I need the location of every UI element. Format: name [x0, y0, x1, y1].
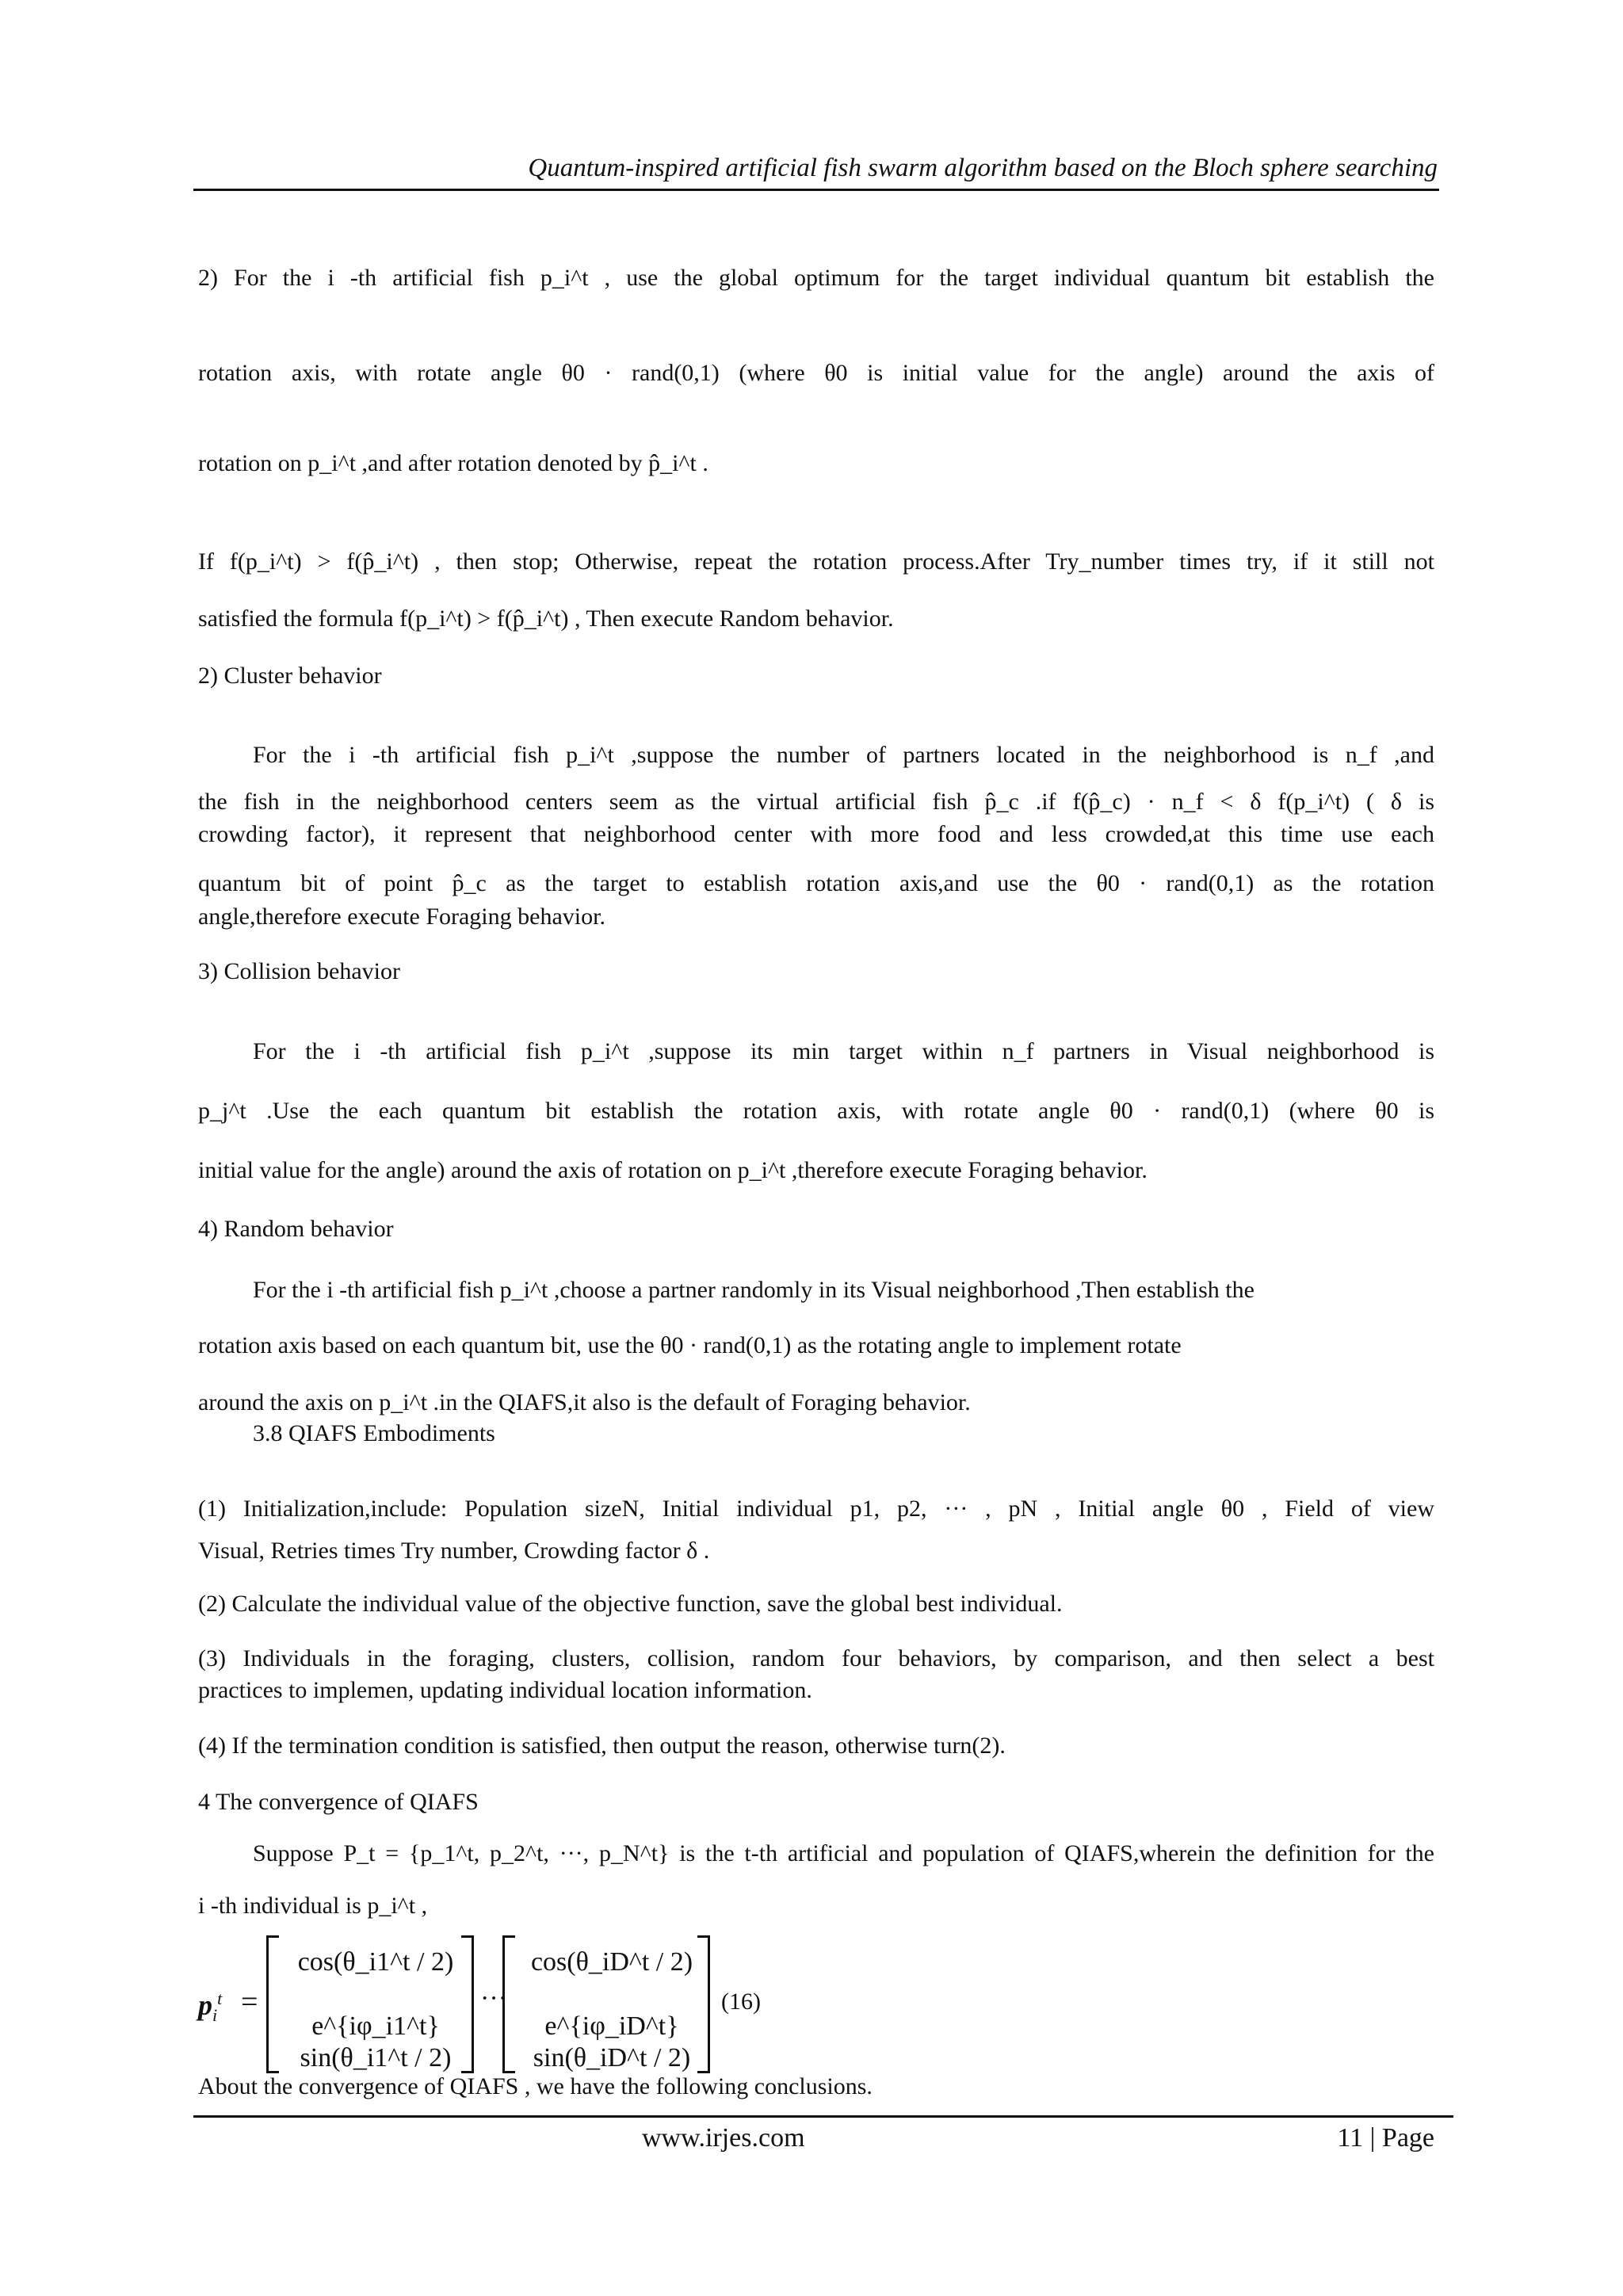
- header-rule: [193, 189, 1439, 191]
- equation-16: [198, 1935, 800, 2072]
- para-line: 2) For the i -th artificial fish p_i^t , use the global optimum for the target individual quantum bit establish the: [198, 265, 1434, 291]
- matrix-column-first: [266, 1935, 474, 2072]
- para-line: satisfied the formula f(p_i^t) > f(p̂_i^t) , Then execute Random behavior.: [198, 606, 894, 632]
- para-line: rotation on p_i^t ,and after rotation denoted by p̂_i^t .: [198, 450, 708, 476]
- matrix-cell: e^{iφ_iD^t} sin(θ_iD^t / 2): [533, 2011, 691, 2073]
- para-line: If f(p_i^t) > f(p̂_i^t) , then stop; Otherwise, repeat the rotation process.After Try_number times try, if it still not: [198, 548, 1434, 575]
- list-item: (4) If the termination condition is satisfied, then output the reason, otherwise turn(2).: [198, 1733, 1006, 1759]
- para-line: For the i -th artificial fish p_i^t ,choose a partner randomly in its Visual neighborhood ,Then establish the: [253, 1277, 1254, 1303]
- section-heading: 4) Random behavior: [198, 1216, 394, 1242]
- para-line: Suppose P_t = {p_1^t, p_2^t, ···, p_N^t} is the t-th artificial and population of QIAFS,wherein the definition for the: [253, 1840, 1434, 1866]
- section-heading: 3) Collision behavior: [198, 958, 400, 984]
- para-line: About the convergence of QIAFS , we have the following conclusions.: [198, 2073, 873, 2099]
- section-heading: 3.8 QIAFS Embodiments: [253, 1420, 495, 1446]
- para-line: p_j^t .Use the each quantum bit establish the rotation axis, with rotate angle θ0 · rand(0,1) (where θ0 is: [198, 1098, 1434, 1124]
- list-item: Visual, Retries times Try number, Crowding factor δ .: [198, 1538, 710, 1564]
- section-heading: 4 The convergence of QIAFS: [198, 1789, 479, 1815]
- list-item: (3) Individuals in the foraging, clusters, collision, random four behaviors, by comparison, and then select a best: [198, 1645, 1434, 1671]
- matrix-cell: cos(θ_iD^t / 2): [530, 1947, 693, 1977]
- running-title: Quantum-inspired artificial fish swarm algorithm based on the Bloch sphere searching: [528, 154, 1438, 182]
- para-line: rotation axis based on each quantum bit, use the θ0 · rand(0,1) as the rotating angle to implement rotate: [198, 1332, 1182, 1358]
- equation-number: (16): [721, 1988, 761, 2015]
- para-line: quantum bit of point p̂_c as the target to establish rotation axis,and use the θ0 · rand(0,1) as the rotation: [198, 870, 1434, 896]
- para-line: crowding factor), it represent that neighborhood center with more food and less crowded,at this time use each: [198, 821, 1434, 847]
- matrix-cell: e^{iφ_i1^t} sin(θ_i1^t / 2): [300, 2011, 452, 2073]
- equals-sign: =: [241, 1985, 258, 2019]
- matrix-cell: cos(θ_i1^t / 2): [297, 1947, 454, 1977]
- ellipsis: ···: [480, 1984, 507, 2013]
- list-item: (2) Calculate the individual value of the objective function, save the global best individual.: [198, 1591, 1063, 1617]
- para-line: rotation axis, with rotate angle θ0 · rand(0,1) (where θ0 is initial value for the angle) around the axis of: [198, 360, 1434, 386]
- footer-website: www.irjes.com: [642, 2123, 805, 2153]
- para-line: around the axis on p_i^t .in the QIAFS,it also is the default of Foraging behavior.: [198, 1389, 971, 1415]
- section-heading: 2) Cluster behavior: [198, 663, 382, 689]
- para-line: i -th individual is p_i^t ,: [198, 1893, 428, 1919]
- footer-rule: [193, 2115, 1453, 2118]
- list-item: practices to implemen, updating individual location information.: [198, 1677, 812, 1703]
- equation-lhs: $p_i^t$: [198, 1988, 223, 2026]
- list-item: (1) Initialization,include: Population sizeN, Initial individual p1, p2, ··· , pN , Initial angle θ0 , Field of view: [198, 1496, 1434, 1522]
- para-line: the fish in the neighborhood centers seem as the virtual artificial fish p̂_c .if f(p̂_c) · n_f < δ f(p_i^t) ( δ is: [198, 789, 1434, 815]
- para-line: angle,therefore execute Foraging behavior.: [198, 904, 605, 930]
- para-line: For the i -th artificial fish p_i^t ,suppose its min target within n_f partners in Visual neighborhood is: [253, 1038, 1434, 1064]
- matrix-column-last: [502, 1935, 710, 2072]
- footer-page-number: 11 | Page: [1337, 2123, 1434, 2153]
- para-line: initial value for the angle) around the axis of rotation on p_i^t ,therefore execute Foraging behavior.: [198, 1157, 1148, 1183]
- para-line: For the i -th artificial fish p_i^t ,suppose the number of partners located in the neighborhood is n_f ,and: [253, 742, 1434, 768]
